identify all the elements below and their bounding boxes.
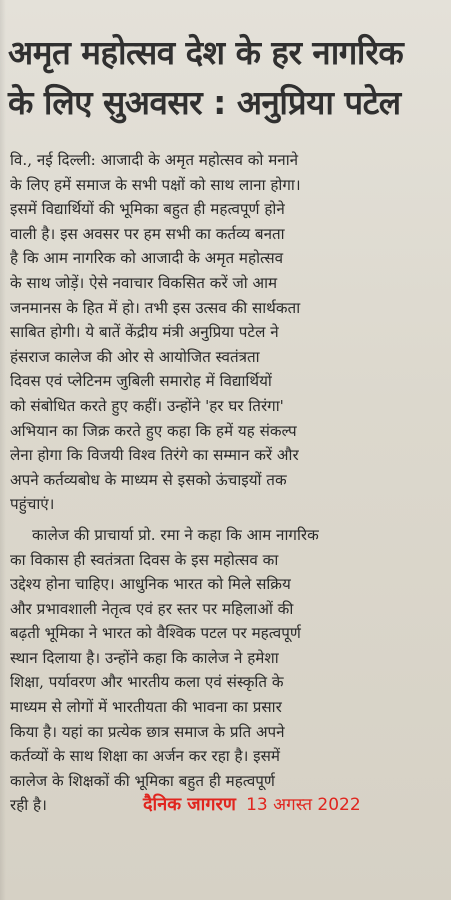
article-line: जनमानस के हित में हो। तभी इस उत्सव की सार्थकता <box>10 298 301 317</box>
article-line: कालेज के शिक्षकों की भूमिका बहुत ही महत्वपूर्ण <box>10 771 275 790</box>
paragraph-1 <box>10 148 441 517</box>
article-line: कर्तव्यों के साथ शिक्षा का अर्जन कर रहा है। इसमें <box>10 747 280 766</box>
article-line: वि., नई दिल्ली: आजादी के अमृत महोत्सव को मनाने <box>10 151 299 169</box>
article-line: को संबोधित करते हुए कहीं। उन्होंने 'हर घर तिरंगा' <box>10 396 284 415</box>
article-line: किया है। यहां का प्रत्येक छात्र समाज के प्रति अपने <box>10 722 285 741</box>
closing-line <box>10 793 441 817</box>
article-line: के लिए हमें समाज के सभी पक्षों को साथ लाना होगा। <box>10 175 301 194</box>
article-line: पहुंचाएं। <box>10 495 55 514</box>
article-body <box>10 148 441 817</box>
article-line: दिवस एवं प्लेटिनम जुबिली समारोह में विद्यार्थियों <box>10 372 272 391</box>
article-line: लेना होगा कि विजयी विश्व तिरंगे का सम्मान करें और <box>10 446 299 465</box>
article-line: अपने कर्तव्यबोध के माध्यम से इसको ऊंचाइयों तक <box>10 470 287 489</box>
article-line: माध्यम से लोगों में भारतीयता की भावना का प्रसार <box>10 698 282 717</box>
article-line: शिक्षा, पर्यावरण और भारतीय कला एवं संस्कृति के <box>10 673 284 692</box>
article-line: है कि आम नागरिक को आजादी के अमृत महोत्सव <box>10 249 284 268</box>
article-line: और प्रभावशाली नेतृत्व एवं हर स्तर पर महिलाओं की <box>10 599 294 618</box>
article-line: कालेज की प्राचार्या प्रो. रमा ने कहा कि आम नागरिक <box>32 525 319 544</box>
article-line: का विकास ही स्वतंत्रता दिवस के इस महोत्सव का <box>10 550 279 569</box>
source-credit <box>143 793 361 818</box>
article-line: बढ़ती भूमिका ने भारत को वैश्विक पटल पर महत्वपूर्ण <box>10 624 301 643</box>
article-line: उद्देश्य होना चाहिए। आधुनिक भारत को मिले सक्रिय <box>10 575 291 594</box>
headline-line-2: के लिए सुअवसर : अनुप्रिया पटेल <box>8 83 401 122</box>
article-last-line: रही है। <box>10 796 47 815</box>
article-line: अभियान का जिक्र करते हुए कहा कि हमें यह संकल्प <box>10 421 297 440</box>
article-line: स्थान दिलाया है। उन्होंने कहा कि कालेज ने हमेशा <box>10 648 279 667</box>
article-line: हंसराज कालेज की ओर से आयोजित स्वतंत्रता <box>10 347 260 366</box>
publication-date: 13 अगस्त 2022 <box>246 795 361 816</box>
article-line: वाली है। इस अवसर पर हम सभी का कर्तव्य बनता <box>10 224 285 243</box>
headline <box>8 28 443 128</box>
article-line: साबित होगी। ये बातें केंद्रीय मंत्री अनुप्रिया पटेल ने <box>10 323 279 342</box>
article-line: इसमें विद्यार्थियों की भूमिका बहुत ही महत्वपूर्ण होने <box>10 200 285 219</box>
page-edge-shadow <box>0 0 6 900</box>
paragraph-2 <box>10 523 441 818</box>
article-line: के साथ जोड़ें। ऐसे नवाचार विकसित करें जो आम <box>10 273 278 292</box>
newspaper-name: दैनिक जागरण <box>143 794 236 816</box>
headline-line-1: अमृत महोत्सव देश के हर नागरिक <box>8 33 404 72</box>
